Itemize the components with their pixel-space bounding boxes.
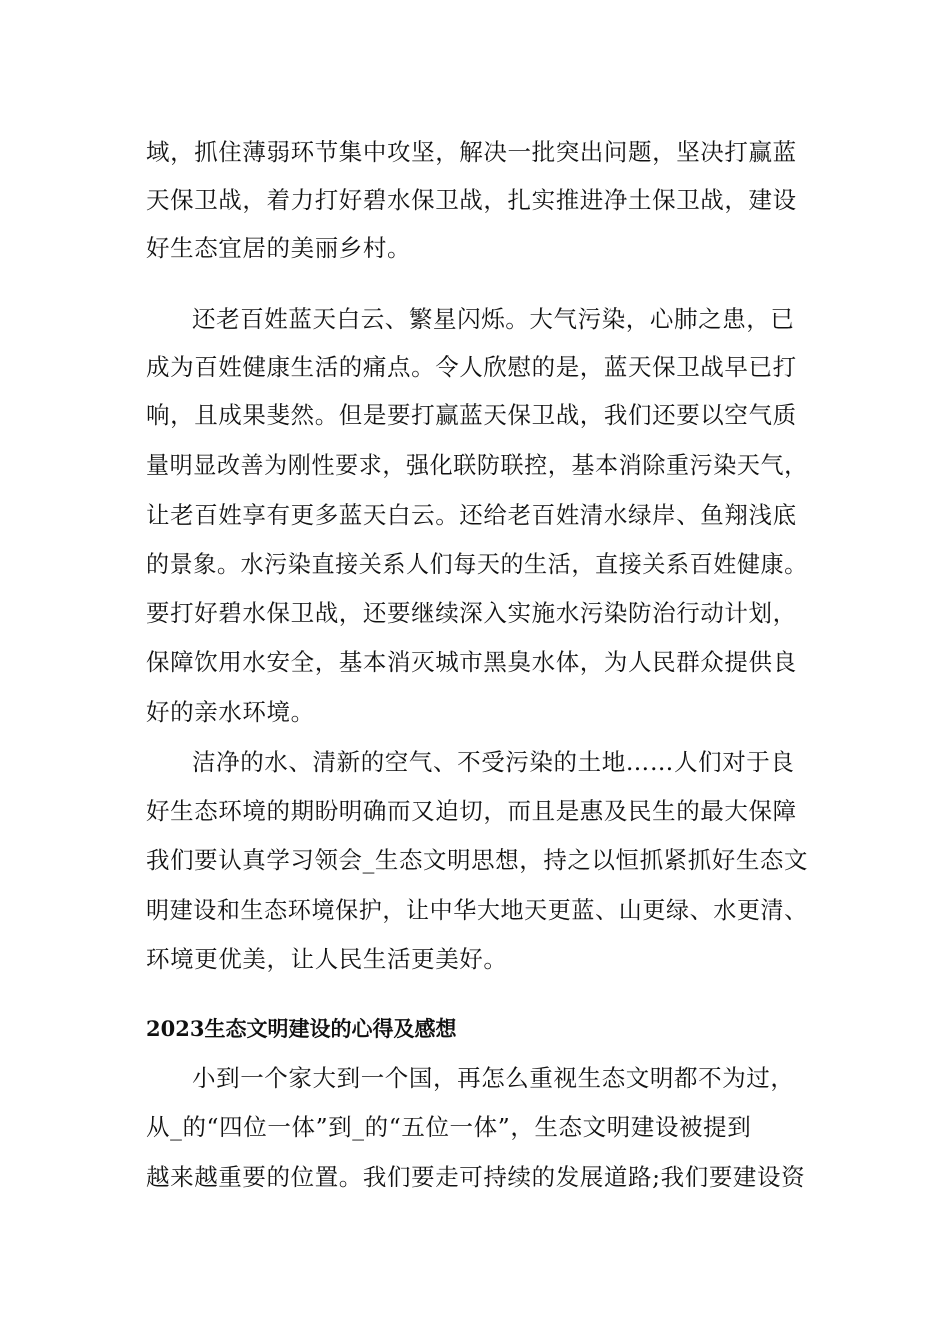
paragraph-1-line-1: 域，抓住薄弱环节集中攻坚，解决一批突出问题，坚决打赢蓝 <box>146 138 797 166</box>
paragraph-4-line-3: 越来越重要的位置。我们要走可持续的发展道路;我们要建设资 <box>146 1163 806 1191</box>
paragraph-2-line-8: 保障饮用水安全，基本消灭城市黑臭水体，为人民群众提供良 <box>146 648 797 676</box>
paragraph-3-line-3: 我们要认真学习领会_生态文明思想，持之以恒抓紧抓好生态文 <box>146 846 809 874</box>
paragraph-3-line-1: 洁净的水、清新的空气、不受污染的土地……人们对于良 <box>192 748 795 776</box>
paragraph-4-line-1: 小到一个家大到一个国，再怎么重视生态文明都不为过， <box>192 1064 795 1092</box>
paragraph-2-line-3: 响，且成果斐然。但是要打赢蓝天保卫战，我们还要以空气质 <box>146 401 797 429</box>
paragraph-4-line-2: 从_的“四位一体”到_的“五位一体”，生态文明建设被提到 <box>146 1113 752 1141</box>
paragraph-2-line-6: 的景象。水污染直接关系人们每天的生活，直接关系百姓健康。 <box>146 550 808 578</box>
paragraph-2-line-2: 成为百姓健康生活的痛点。令人欣慰的是，蓝天保卫战早已打 <box>146 353 797 381</box>
paragraph-2-line-4: 量明显改善为刚性要求，强化联防联控，基本消除重污染天气， <box>146 451 808 479</box>
paragraph-2-line-7: 要打好碧水保卫战，还要继续深入实施水污染防治行动计划， <box>146 599 797 627</box>
paragraph-1-line-3: 好生态宜居的美丽乡村。 <box>146 234 412 262</box>
paragraph-1-line-2: 天保卫战，着力打好碧水保卫战，扎实推进净土保卫战，建设 <box>146 186 797 214</box>
paragraph-2-line-5: 让老百姓享有更多蓝天白云。还给老百姓清水绿岸、鱼翔浅底 <box>146 501 797 529</box>
paragraph-2-line-1: 还老百姓蓝天白云、繁星闪烁。大气污染，心肺之患，已 <box>192 305 795 333</box>
paragraph-3-line-4: 明建设和生态环境保护，让中华大地天更蓝、山更绿、水更清、 <box>146 896 808 924</box>
paragraph-3-line-2: 好生态环境的期盼明确而又迫切，而且是惠及民生的最大保障 <box>146 797 797 825</box>
paragraph-2-line-9: 好的亲水环境。 <box>146 698 315 726</box>
paragraph-3-line-5: 环境更优美，让人民生活更美好。 <box>146 945 508 973</box>
section-heading: 2023生态文明建设的心得及感想 <box>146 1016 457 1041</box>
